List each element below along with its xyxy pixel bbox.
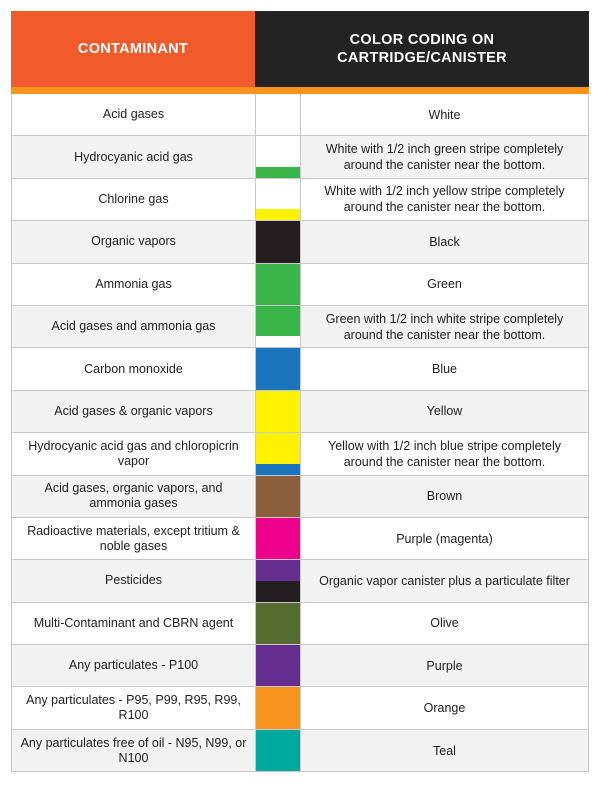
color-description-cell: Teal (433, 743, 456, 758)
table-row (12, 94, 588, 136)
color-description-cell: Black (429, 234, 460, 249)
color-swatch (255, 645, 301, 686)
color-swatch (255, 603, 301, 644)
color-swatch (255, 136, 301, 177)
contaminant-cell: Acid gases, organic vapors, and ammonia gases (44, 481, 223, 511)
color-coding-header-line1: COLOR CODING ON (349, 32, 495, 48)
contaminant-cell: Hydrocyanic acid gas and chloropicrin vapor (28, 438, 239, 468)
contaminant-cell: Acid gases & organic vapors (54, 403, 213, 418)
color-description-cell: Brown (426, 489, 463, 504)
color-coding-header-line2: CARTRIDGE/CANISTER (337, 50, 507, 66)
contaminant-cell: Hydrocyanic acid gas (74, 149, 193, 164)
table-row (12, 221, 588, 263)
color-description-cell: Olive (430, 616, 459, 631)
color-description-cell: Green (427, 277, 462, 292)
color-description-cell: Orange (423, 701, 466, 716)
contaminant-cell: Organic vapors (91, 234, 176, 249)
contaminant-cell: Pesticides (105, 573, 162, 588)
table-row (12, 136, 588, 178)
color-swatch (255, 730, 301, 771)
color-swatch (255, 433, 301, 474)
contaminant-cell: Acid gases and ammonia gas (51, 319, 216, 334)
table-row (12, 433, 588, 475)
table-row (12, 687, 588, 729)
color-description-cell: Yellow with 1/2 inch blue stripe completely around the canister near the bottom. (328, 438, 561, 469)
contaminant-cell: Any particulates - P95, P99, R95, R99, R100 (26, 693, 241, 723)
color-swatch (255, 560, 301, 601)
color-description-cell: Yellow (426, 404, 463, 419)
color-description-cell: Organic vapor canister plus a particulate filter (319, 573, 570, 588)
color-description-cell: White with 1/2 inch yellow stripe completely around the canister near the bottom. (324, 184, 565, 215)
table-row (12, 348, 588, 390)
table-row (12, 476, 588, 518)
color-coding-column-header (255, 11, 589, 87)
contaminant-cell: Any particulates free of oil - N95, N99, or N100 (20, 735, 247, 765)
table-row (12, 560, 588, 602)
color-swatch (255, 306, 301, 347)
color-description-cell: Green with 1/2 inch white stripe completely around the canister near the bottom. (325, 311, 564, 342)
table-row (12, 645, 588, 687)
color-description-cell: White (428, 107, 461, 122)
color-swatch (255, 391, 301, 432)
contaminant-cell: Ammonia gas (95, 276, 172, 291)
table-row (12, 391, 588, 433)
color-swatch (255, 179, 301, 220)
table-row (12, 264, 588, 306)
table-header (11, 11, 589, 87)
table-row (12, 603, 588, 645)
color-coding-table (11, 11, 589, 772)
contaminant-cell: Acid gases (102, 107, 165, 122)
table-body (11, 94, 589, 772)
header-accent-bar (11, 87, 589, 94)
color-description-cell: Purple (magenta) (396, 531, 493, 546)
color-swatch (255, 264, 301, 305)
color-description-cell: White with 1/2 inch green stripe completely around the canister near the bottom. (325, 142, 564, 173)
contaminant-cell: Chlorine gas (98, 191, 169, 206)
color-description-cell: Purple (426, 658, 463, 673)
table-row (12, 306, 588, 348)
color-swatch (255, 687, 301, 728)
color-swatch (255, 348, 301, 389)
contaminant-cell: Radioactive materials, except tritium & noble gases (27, 523, 240, 553)
contaminant-cell: Carbon monoxide (84, 361, 183, 376)
contaminant-column-header: CONTAMINANT (11, 11, 255, 87)
color-swatch (255, 518, 301, 559)
color-swatch (255, 221, 301, 262)
contaminant-cell: Multi-Contaminant and CBRN agent (33, 615, 234, 630)
color-description-cell: Blue (431, 362, 458, 377)
contaminant-cell: Any particulates - P100 (68, 658, 199, 673)
table-row (12, 730, 588, 772)
table-row (12, 179, 588, 221)
color-swatch (255, 94, 301, 135)
table-row (12, 518, 588, 560)
color-swatch (255, 476, 301, 517)
